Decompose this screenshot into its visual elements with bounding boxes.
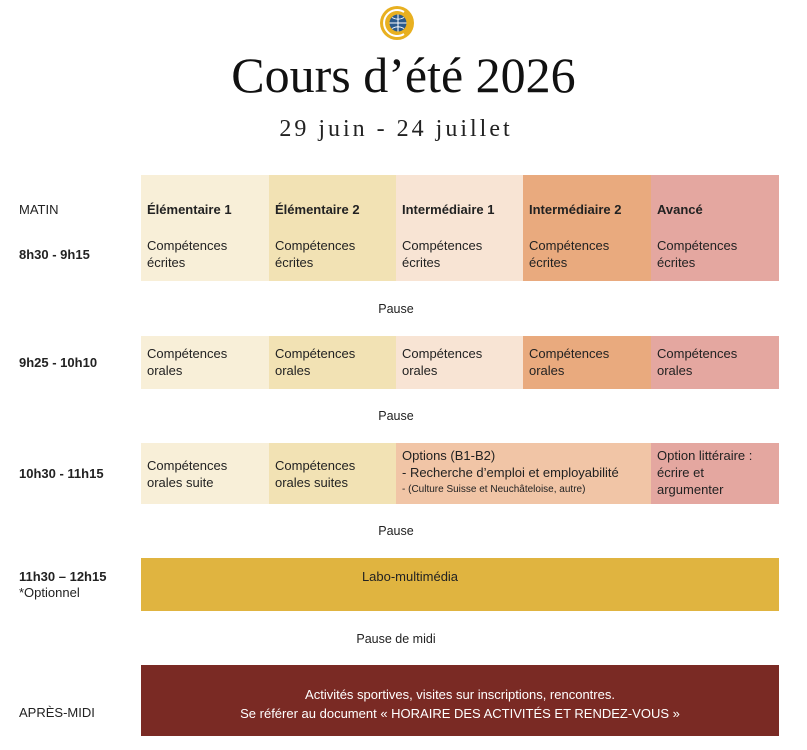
cell-intermediaire1-orales [396,336,523,389]
cell-avance-option-litteraire [651,443,779,504]
cell-avance-orales [651,336,779,389]
school-logo-icon [378,4,416,42]
options-item-culture: - (Culture Suisse et Neuchâteloise, autre) [402,484,586,495]
pause-1: Pause [378,302,414,316]
cell-elementaire2-orales [269,336,396,389]
optional-note: *Optionnel [19,585,80,600]
cell-elementaire1-orales [141,336,269,389]
cell-intermediaire1-ecrites [396,175,523,281]
cell-text: Compétences écrites [402,238,483,270]
page-title: Cours d’été 2026 [231,47,576,103]
apres-midi-label: APRÈS-MIDI [19,705,95,720]
pause-2: Pause [378,409,414,423]
options-item-emploi: - Recherche d’emploi et employabilité [402,465,619,480]
cell-text: Compétences écrites [657,238,738,270]
apres-midi-bar [141,665,779,736]
cell-intermediaire2-orales [523,336,651,389]
level-header-avance: Avancé [657,202,703,217]
cell-text: Compétences orales suite [147,458,228,490]
cell-intermediaire2-ecrites [523,175,651,281]
slot2-time: 9h25 - 10h10 [19,355,98,370]
level-header-elementaire2: Élémentaire 2 [275,202,360,217]
cell-text: Compétences écrites [147,238,228,270]
cell-text: Option littéraire : écrire et argumenter [657,448,753,497]
cell-text: Compétences orales [147,346,228,378]
cell-options-b1-b2 [396,443,651,504]
cell-text: Compétences orales [275,346,356,378]
course-dates: 29 juin - 24 juillet [279,116,513,142]
apres-midi-line2: Se référer au document « HORAIRE DES ACTIVITÉS ET RENDEZ-VOUS » [240,706,680,721]
cell-text: Compétences orales suites [275,458,356,490]
pause-3: Pause [378,524,414,538]
options-title: Options (B1-B2) [402,448,496,463]
cell-text: Compétences orales [529,346,610,378]
matin-label: MATIN [19,202,59,217]
slot1-time: 8h30 - 9h15 [19,247,90,262]
cell-text: Compétences orales [402,346,483,378]
level-header-elementaire1: Élémentaire 1 [147,202,232,217]
level-header-intermediaire2: Intermédiaire 2 [529,202,622,217]
level-header-intermediaire1: Intermédiaire 1 [402,202,495,217]
cell-elementaire1-orales-suite [141,443,269,504]
cell-text: Compétences orales [657,346,738,378]
cell-elementaire1-ecrites [141,175,269,281]
cell-elementaire2-ecrites [269,175,396,281]
slot3-time: 10h30 - 11h15 [19,466,104,481]
labo-label: Labo-multimédia [361,569,459,584]
cell-text: Compétences écrites [275,238,356,270]
pause-midi: Pause de midi [356,632,436,646]
cell-text: Compétences écrites [529,238,610,270]
labo-multimedia-bar [141,558,779,611]
cell-avance-ecrites [651,175,779,281]
cell-elementaire2-orales-suites [269,443,396,504]
apres-midi-line1: Activités sportives, visites sur inscriptions, rencontres. [305,687,615,702]
slot4-time: 11h30 – 12h15 [19,569,107,584]
